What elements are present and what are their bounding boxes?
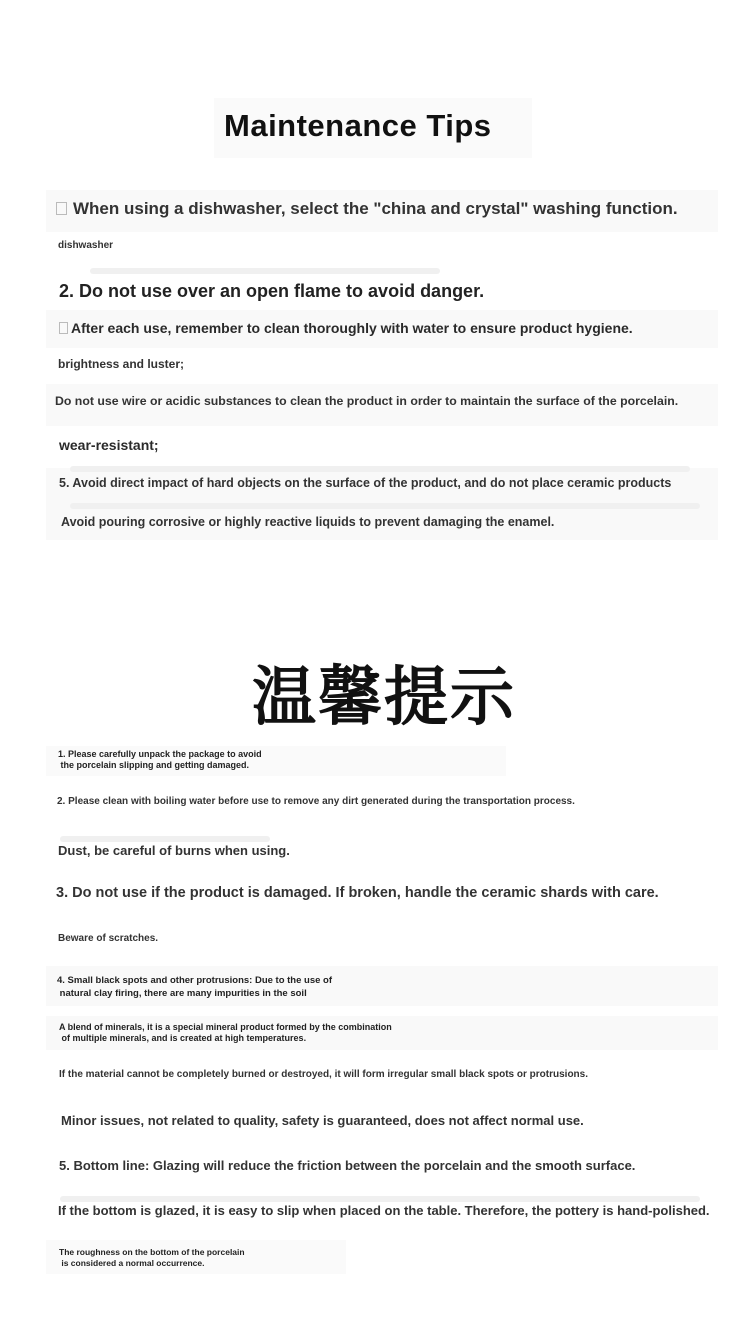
section-title: 温馨提示 [252, 661, 516, 735]
tip-line: If the material cannot be completely burned or destroyed, it will form irregular small black spots or protrusions. [59, 1069, 589, 1080]
tip-line: When using a dishwasher, select the "china and crystal" washing function. [56, 199, 678, 219]
tip-line: Do not use wire or acidic substances to clean the product in order to maintain the surface of the porcelain. [55, 394, 679, 408]
tip-line: 2. Please clean with boiling water before use to remove any dirt generated during the transportation process. [57, 796, 575, 807]
faint-text-line [70, 466, 690, 472]
tip-line: A blend of minerals, it is a special mineral product formed by the combination of multiple minerals, and is created at high temperatures. [59, 1022, 392, 1043]
missing-glyph-icon [59, 322, 68, 334]
faint-text-line [60, 836, 270, 842]
faint-text-line [70, 503, 700, 509]
page-title: Maintenance Tips [224, 108, 492, 143]
faint-text-line [90, 268, 440, 274]
tip-line: 2. Do not use over an open flame to avoid danger. [59, 281, 485, 301]
tip-line: 5. Avoid direct impact of hard objects on the surface of the product, and do not place ceramic products [59, 476, 672, 490]
missing-glyph-icon [56, 202, 67, 215]
tip-line: 3. Do not use if the product is damaged. If broken, handle the ceramic shards with care. [56, 885, 659, 901]
tip-line: Beware of scratches. [58, 933, 159, 944]
tip-line: brightness and luster; [58, 357, 185, 371]
faint-text-line [60, 1196, 700, 1202]
tip-line: Minor issues, not related to quality, safety is guaranteed, does not affect normal use. [61, 1113, 584, 1128]
tip-line: wear-resistant; [59, 437, 159, 453]
tip-line: Dust, be careful of burns when using. [58, 843, 290, 858]
tip-line: The roughness on the bottom of the porcelain is considered a normal occurrence. [59, 1247, 245, 1268]
tip-line: If the bottom is glazed, it is easy to slip when placed on the table. Therefore, the pottery is hand-polished. [58, 1203, 710, 1218]
tip-line: dishwasher [58, 240, 114, 251]
tip-line: 1. Please carefully unpack the package to avoid the porcelain slipping and getting damaged. [58, 749, 262, 770]
tip-line: 4. Small black spots and other protrusions: Due to the use of natural clay firing, there are many impurities in the soil [57, 975, 333, 999]
tip-line: 5. Bottom line: Glazing will reduce the friction between the porcelain and the smooth surface. [59, 1158, 636, 1173]
tip-line: After each use, remember to clean thoroughly with water to ensure product hygiene. [59, 320, 633, 336]
tip-line: Avoid pouring corrosive or highly reactive liquids to prevent damaging the enamel. [61, 515, 555, 529]
